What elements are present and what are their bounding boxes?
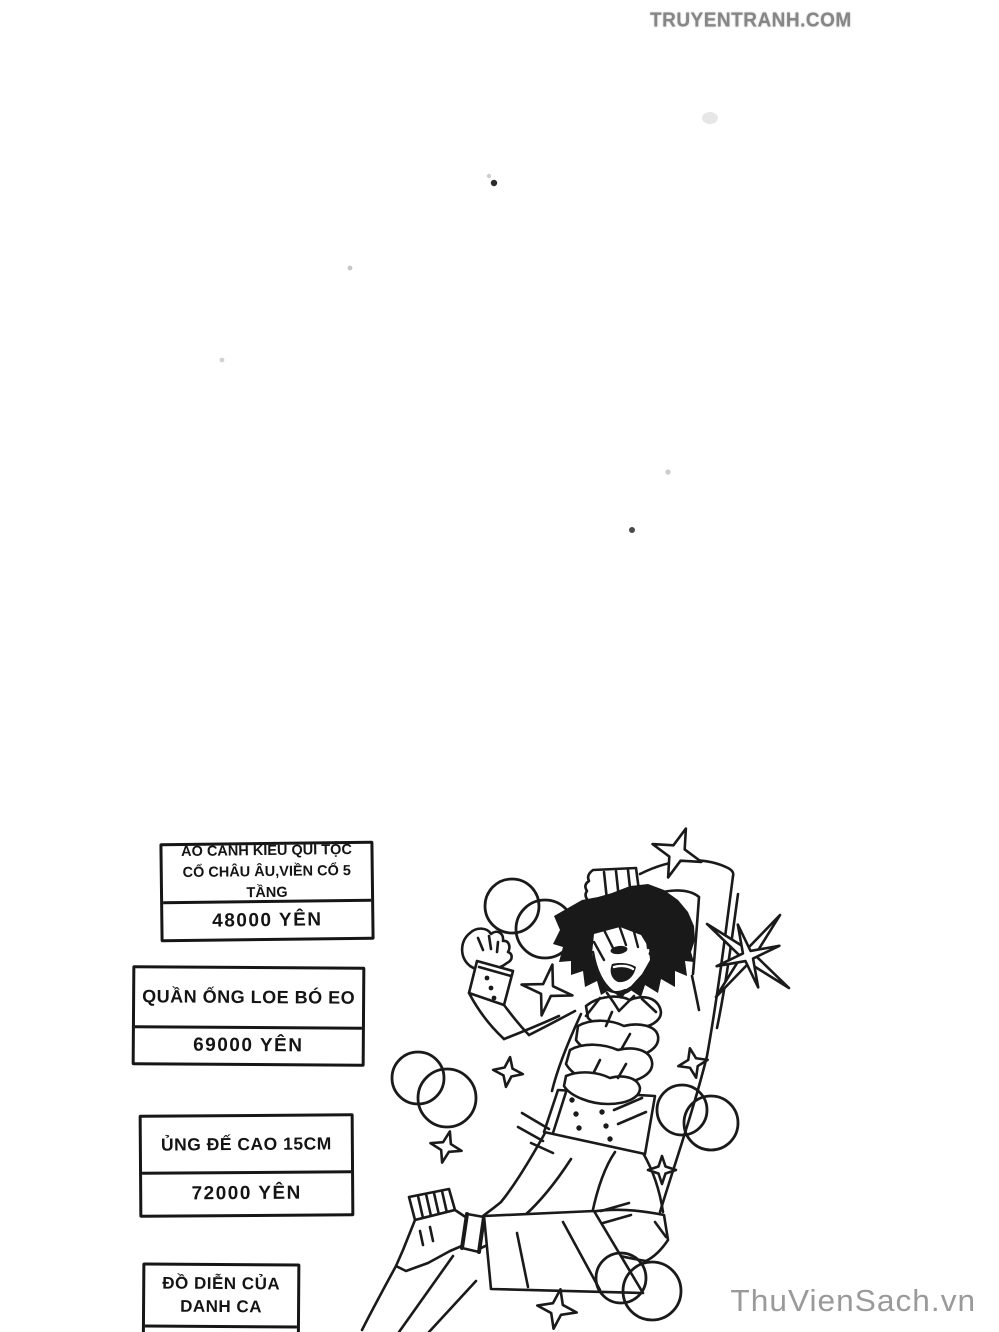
tag-price — [145, 1327, 297, 1332]
tag-label — [142, 1116, 351, 1174]
ruffle-jabot — [564, 997, 661, 1104]
tag-label — [135, 968, 362, 1030]
sparkle-icon — [648, 1156, 676, 1184]
boot — [396, 1210, 467, 1271]
left-leg-and-boot — [362, 1133, 643, 1332]
sparkle-icon — [534, 1286, 580, 1332]
shine-icon — [675, 883, 821, 1029]
price-tag-blouse — [159, 841, 374, 943]
tag-label-line: QUẦN ỐNG LOE BÓ EO — [142, 986, 356, 1008]
tag-label-line: CỔ CHÂU ÂU,VIỀN CỔ 5 TẦNG — [182, 862, 352, 902]
tag-label-line: DANH CA — [180, 1296, 263, 1316]
tag-label — [162, 841, 371, 905]
sparkle-icon — [516, 959, 578, 1021]
scan-specks — [220, 112, 718, 533]
price-tag-outfit — [142, 1262, 301, 1332]
tag-label-line: ỦNG ĐẾ CAO 15CM — [160, 1132, 332, 1155]
price-tag-boots — [139, 1113, 355, 1217]
tag-price: 72000 YÊN — [191, 1182, 302, 1205]
tag-price: 48000 YÊN — [212, 908, 323, 932]
tag-price: 69000 YÊN — [193, 1034, 304, 1057]
head — [553, 884, 695, 999]
sparkle-icon — [491, 1055, 525, 1089]
watermark-truyentranh: TRUYENTRANH.COM — [650, 9, 852, 32]
watermark-thuviensach: ThuVienSach.vn — [730, 1283, 977, 1318]
tag-label — [145, 1265, 297, 1328]
sparkle-icon — [644, 820, 711, 887]
cuff — [469, 961, 513, 1005]
tag-label-line: ÁO CÁNH KIỂU QUÍ TỘC — [181, 841, 352, 861]
sparkle-icon — [427, 1128, 466, 1167]
price-tag-trousers — [132, 965, 366, 1067]
tag-label-line: ĐỒ DIỄN CỦA — [162, 1273, 281, 1293]
